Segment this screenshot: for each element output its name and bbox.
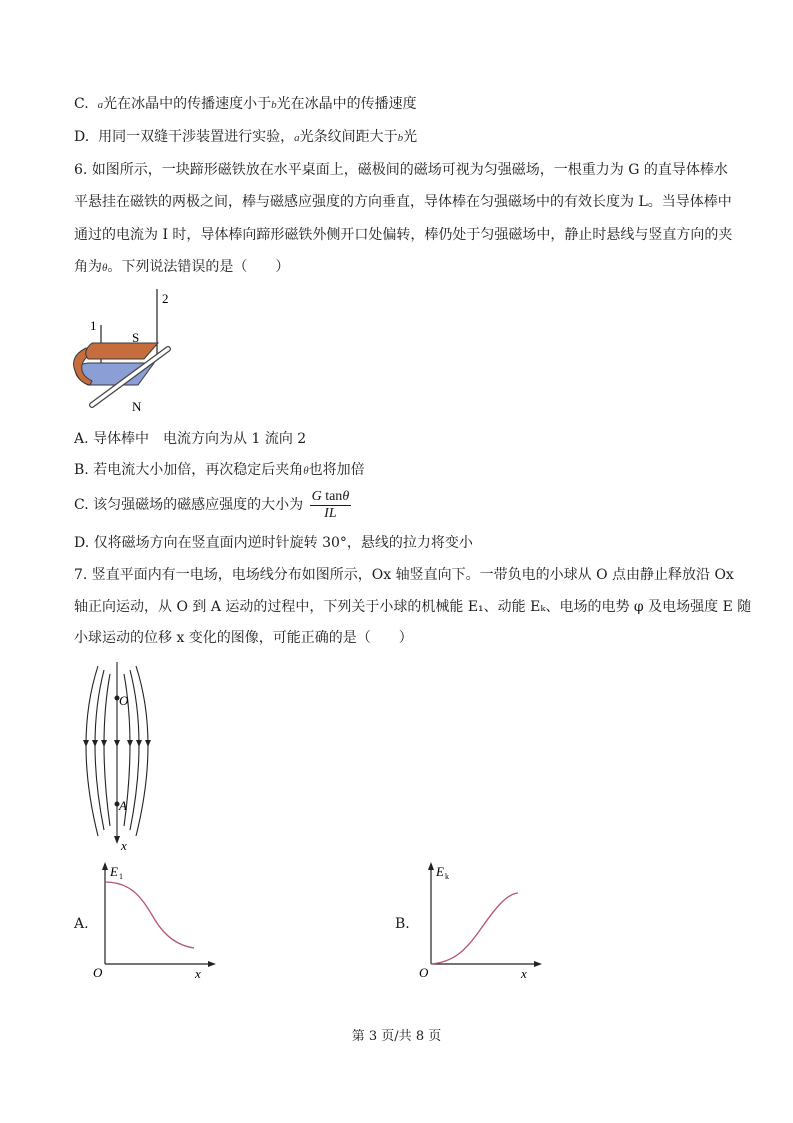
option-d-q5: D. 用同一双缝干涉装置进行实验，a光条纹间距大于b光 <box>74 129 418 145</box>
origin-label: O <box>419 965 429 980</box>
x-axis-arrow <box>208 961 216 967</box>
field-arrow <box>145 740 151 747</box>
field-line <box>130 670 139 830</box>
field-line <box>95 670 104 830</box>
field-line <box>136 666 148 836</box>
q7-option-a: A. <box>74 916 89 932</box>
graph-a <box>88 860 218 982</box>
q7-line-3: 小球运动的位移 x 变化的图像，可能正确的是（ ） <box>74 630 413 646</box>
q6-line-2: 平悬挂在磁铁的两极之间，棒与磁感应强度的方向垂直，导体棒在匀强磁场中的有效长度为 L。当导体棒中 <box>74 194 732 210</box>
horseshoe-magnet-figure <box>66 285 186 415</box>
q6-option-a: A. 导体棒中 电流方向为从 1 流向 2 <box>74 431 307 447</box>
field-arrow <box>101 740 107 747</box>
y-axis-arrow <box>428 862 434 870</box>
label-x: x <box>121 838 127 853</box>
field-arrow <box>92 740 98 747</box>
page-number: 第 3 页/共 8 页 <box>351 1029 442 1044</box>
label-o: O <box>119 693 129 708</box>
q6-line-4: 角为θ。下列说法错误的是（ ） <box>74 259 290 275</box>
field-arrow <box>83 740 89 747</box>
y-axis-arrow <box>102 862 108 870</box>
field-line <box>104 674 110 826</box>
q7-line-2: 轴正向运动，从 O 到 A 运动的过程中，下列关于小球的机械能 E₁、动能 Eₖ、电场的电势 φ 及电场强度 E 随 <box>74 599 752 615</box>
pole-label-s: S <box>132 330 140 345</box>
field-arrow <box>127 740 133 747</box>
q7-line-1: 7. 竖直平面内有一电场，电场线分布如图所示，Ox 轴竖直向下。一带负电的小球从 O 点由静止释放沿 Ox <box>74 567 734 583</box>
q6-option-c: C. 该匀强磁场的磁感应强度的大小为 $\frac{\text{G tanθ}}{IL}$ <box>74 488 350 521</box>
pole-label-n: N <box>132 399 142 414</box>
electric-field-figure <box>66 660 166 855</box>
q6-option-b: B. 若电流大小加倍，再次稳定后夹角θ也将加倍 <box>74 462 365 478</box>
magnet-s-pole <box>86 343 158 359</box>
y-label-sub: k <box>445 872 449 881</box>
axis-arrow <box>114 836 120 844</box>
q6-line-3: 通过的电流为 I 时，导体棒向蹄形磁铁外侧开口处偏转，棒仍处于匀强磁场中，静止时悬线与竖直方向的夹 <box>74 227 733 243</box>
wire-label-1: 1 <box>90 318 97 333</box>
option-c-q5: C. a光在冰晶中的传播速度小于b光在冰晶中的传播速度 <box>74 96 417 112</box>
x-label: x <box>521 966 527 981</box>
label-a: A <box>119 798 127 813</box>
q7-option-b: B. <box>395 916 410 932</box>
curve-e1 <box>105 882 194 948</box>
field-arrow <box>114 740 120 747</box>
q6-line-1: 6. 如图所示，一块蹄形磁铁放在水平桌面上，磁极间的磁场可视为匀强磁场，一根重力为 G 的直导体棒水 <box>74 162 728 178</box>
field-arrow <box>136 740 142 747</box>
origin-label: O <box>93 965 103 980</box>
y-label-sub: 1 <box>119 872 123 881</box>
x-axis-arrow <box>534 961 542 967</box>
wire-label-2: 2 <box>162 291 169 306</box>
x-label: x <box>195 966 201 981</box>
formula-fraction: $\frac{\text{G tanθ}}{IL}$ <box>311 488 350 521</box>
field-line <box>86 666 98 836</box>
y-label: E <box>436 864 444 879</box>
y-label: E <box>110 864 118 879</box>
graph-b <box>414 860 544 982</box>
q6-option-d: D. 仅将磁场方向在竖直面内逆时针旋转 30°，悬线的拉力将变小 <box>74 535 473 551</box>
curve-ek <box>431 893 518 964</box>
